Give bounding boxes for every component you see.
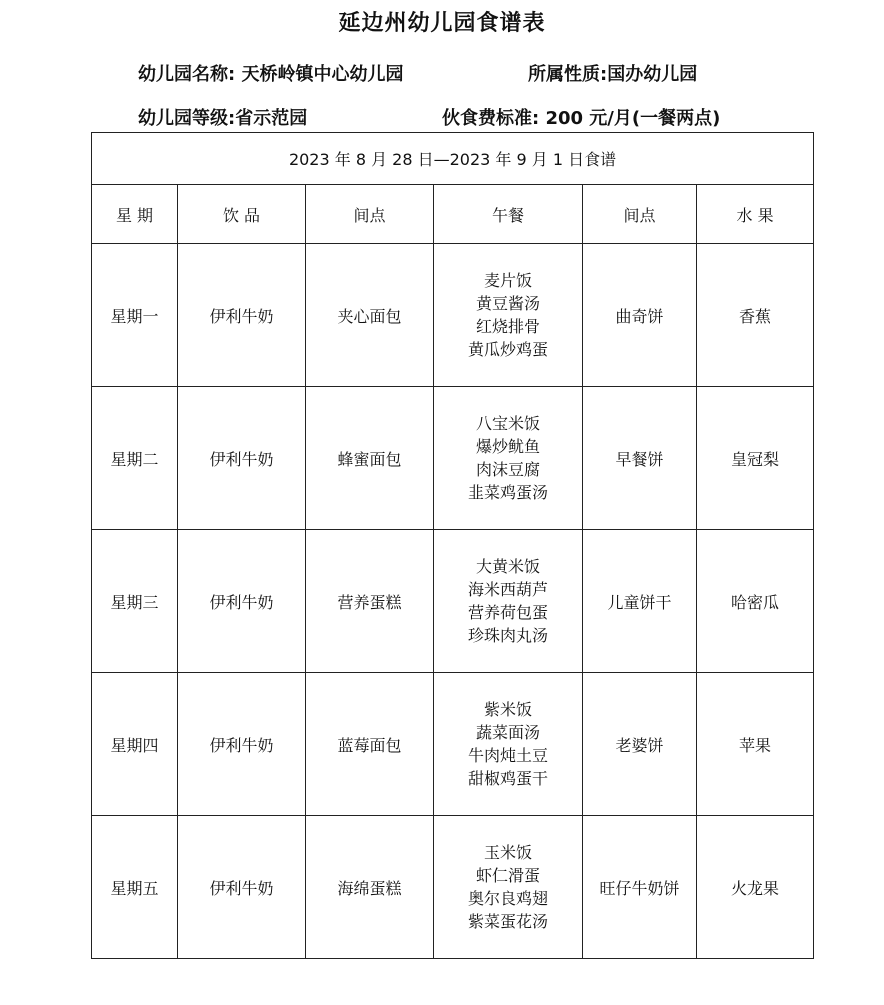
snack2-cell: 曲奇饼 (583, 244, 697, 387)
kindergarten-nature: 所属性质:国办幼儿园 (528, 64, 698, 85)
lunch-item: 爆炒鱿鱼 (475, 437, 540, 456)
header-snack-afternoon: 间点 (583, 185, 697, 244)
header-day: 星 期 (92, 185, 178, 244)
day-cell: 星期二 (92, 387, 178, 530)
snack2-cell: 旺仔牛奶饼 (583, 816, 697, 959)
drink-cell: 伊利牛奶 (178, 387, 306, 530)
lunch-item: 肉沫豆腐 (475, 460, 540, 479)
day-cell: 星期三 (92, 530, 178, 673)
table-row (92, 244, 814, 387)
lunch-item: 黄瓜炒鸡蛋 (467, 340, 548, 359)
fruit-cell: 哈密瓜 (697, 530, 814, 673)
lunch-item: 黄豆酱汤 (475, 294, 540, 313)
fruit-cell: 苹果 (697, 673, 814, 816)
table-row (92, 673, 814, 816)
lunch-cell (434, 387, 583, 530)
fruit-cell: 皇冠梨 (697, 387, 814, 530)
lunch-cell (434, 816, 583, 959)
drink-cell: 伊利牛奶 (178, 244, 306, 387)
lunch-item: 八宝米饭 (475, 414, 540, 433)
lunch-item: 甜椒鸡蛋干 (467, 769, 548, 788)
header-fruit: 水 果 (697, 185, 814, 244)
snack1-cell: 海绵蛋糕 (306, 816, 434, 959)
drink-cell: 伊利牛奶 (178, 530, 306, 673)
table-row (92, 387, 814, 530)
kindergarten-name: 幼儿园名称: 天桥岭镇中心幼儿园 (138, 64, 404, 85)
lunch-item: 大黄米饭 (475, 557, 540, 576)
drink-cell: 伊利牛奶 (178, 673, 306, 816)
header-row (92, 185, 814, 244)
menu-table (91, 132, 814, 959)
snack1-cell: 夹心面包 (306, 244, 434, 387)
day-cell: 星期一 (92, 244, 178, 387)
period-row (92, 133, 814, 185)
fruit-cell: 香蕉 (697, 244, 814, 387)
lunch-item: 海米西葫芦 (467, 580, 548, 599)
page-title: 延边州幼儿园食谱表 (338, 11, 546, 36)
day-cell: 星期五 (92, 816, 178, 959)
snack1-cell: 蓝莓面包 (306, 673, 434, 816)
kindergarten-grade: 幼儿园等级:省示范园 (138, 108, 308, 129)
lunch-cell (434, 673, 583, 816)
header-lunch: 午餐 (434, 185, 583, 244)
lunch-item: 牛肉炖土豆 (467, 746, 548, 765)
snack1-cell: 营养蛋糕 (306, 530, 434, 673)
table-row (92, 816, 814, 959)
lunch-item: 紫菜蛋花汤 (467, 912, 548, 931)
snack2-cell: 儿童饼干 (583, 530, 697, 673)
period-title: 2023 年 8 月 28 日—2023 年 9 月 1 日食谱 (92, 133, 814, 185)
lunch-item: 红烧排骨 (475, 317, 540, 336)
lunch-item: 营养荷包蛋 (467, 603, 548, 622)
table-row (92, 530, 814, 673)
lunch-item: 玉米饭 (483, 843, 532, 862)
lunch-cell (434, 530, 583, 673)
snack2-cell: 老婆饼 (583, 673, 697, 816)
lunch-item: 虾仁滑蛋 (475, 866, 540, 885)
lunch-cell (434, 244, 583, 387)
lunch-item: 蔬菜面汤 (475, 723, 540, 742)
lunch-item: 韭菜鸡蛋汤 (467, 483, 548, 502)
snack1-cell: 蜂蜜面包 (306, 387, 434, 530)
day-cell: 星期四 (92, 673, 178, 816)
meal-fee: 伙食费标准: 200 元/月(一餐两点) (442, 108, 721, 129)
fruit-cell: 火龙果 (697, 816, 814, 959)
lunch-item: 麦片饭 (483, 271, 532, 290)
lunch-item: 紫米饭 (483, 700, 532, 719)
lunch-item: 珍珠肉丸汤 (467, 626, 548, 645)
snack2-cell: 早餐饼 (583, 387, 697, 530)
header-snack-morning: 间点 (306, 185, 434, 244)
lunch-item: 奥尔良鸡翅 (467, 889, 548, 908)
drink-cell: 伊利牛奶 (178, 816, 306, 959)
header-drink: 饮 品 (178, 185, 306, 244)
